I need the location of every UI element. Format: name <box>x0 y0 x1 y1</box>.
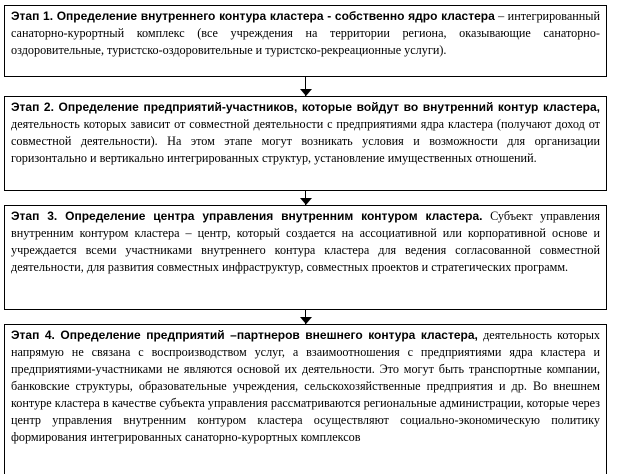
stage-4-text: деятельность которых напрямую не связана с воспроизводством услуг, а взаимоотношения с предприятиями ядра кластера и предприятиями-участниками не являются основой их деятельности. Это могут быть транспортные компании, банковские структуры, образовательные учреждения, сельскохозяйственные предприятия и др. Во внешнем контуре кластера в качестве субъекта управления рассматриваются региональные администрации, которые через центр управления внутренним контуром кластера осуществляют социально-экономическую политику формирования интегрированных санаторно-курортных комплексов <box>11 328 600 444</box>
arrow-stage-3-to-4 <box>300 310 312 324</box>
stage-2-text: деятельность которых зависит от совместной деятельности с предприятиями ядра кластера (получают доход от совместной деятельности). На этом этапе могут возникать условия и возможности для организации горизонтально и вертикально интегрированных структур, установление имущественных отношений. <box>11 117 600 165</box>
stage-1-text: – интегрированный санаторно-курортный комплекс (все учреждения на территории региона, оказывающие санаторно-оздоровительные, туристско-оздоровительные и туристско-рекреационные услуги). <box>11 9 601 57</box>
stage-4-box <box>4 324 607 474</box>
arrow-stage-1-to-2 <box>300 77 312 96</box>
stage-3-box <box>4 205 607 310</box>
stage-1-heading: Этап 1. Определение внутреннего контура кластера - собственно ядро кластера <box>11 9 495 23</box>
stage-1-box <box>4 5 607 77</box>
stage-4-heading: Этап 4. Определение предприятий –партнеров внешнего контура кластера, <box>11 328 478 342</box>
stage-2-box <box>4 96 607 191</box>
arrow-stage-2-to-3 <box>300 191 312 205</box>
stage-2-heading: Этап 2. Определение предприятий-участников, которые войдут во внутренний контур кластера, <box>11 100 600 114</box>
stage-3-heading: Этап 3. Определение центра управления внутренним контуром кластера. <box>11 209 483 223</box>
stage-3-text: Субъект управления внутренним контуром кластера – центр, который создается на ассоциативной или корпоративной основе и учреждается всеми участниками внутреннего контура кластера для ведения согласованной совместной деятельности, для развития совместных инфраструктур, совместных проектов и стратегических программ. <box>11 209 600 274</box>
